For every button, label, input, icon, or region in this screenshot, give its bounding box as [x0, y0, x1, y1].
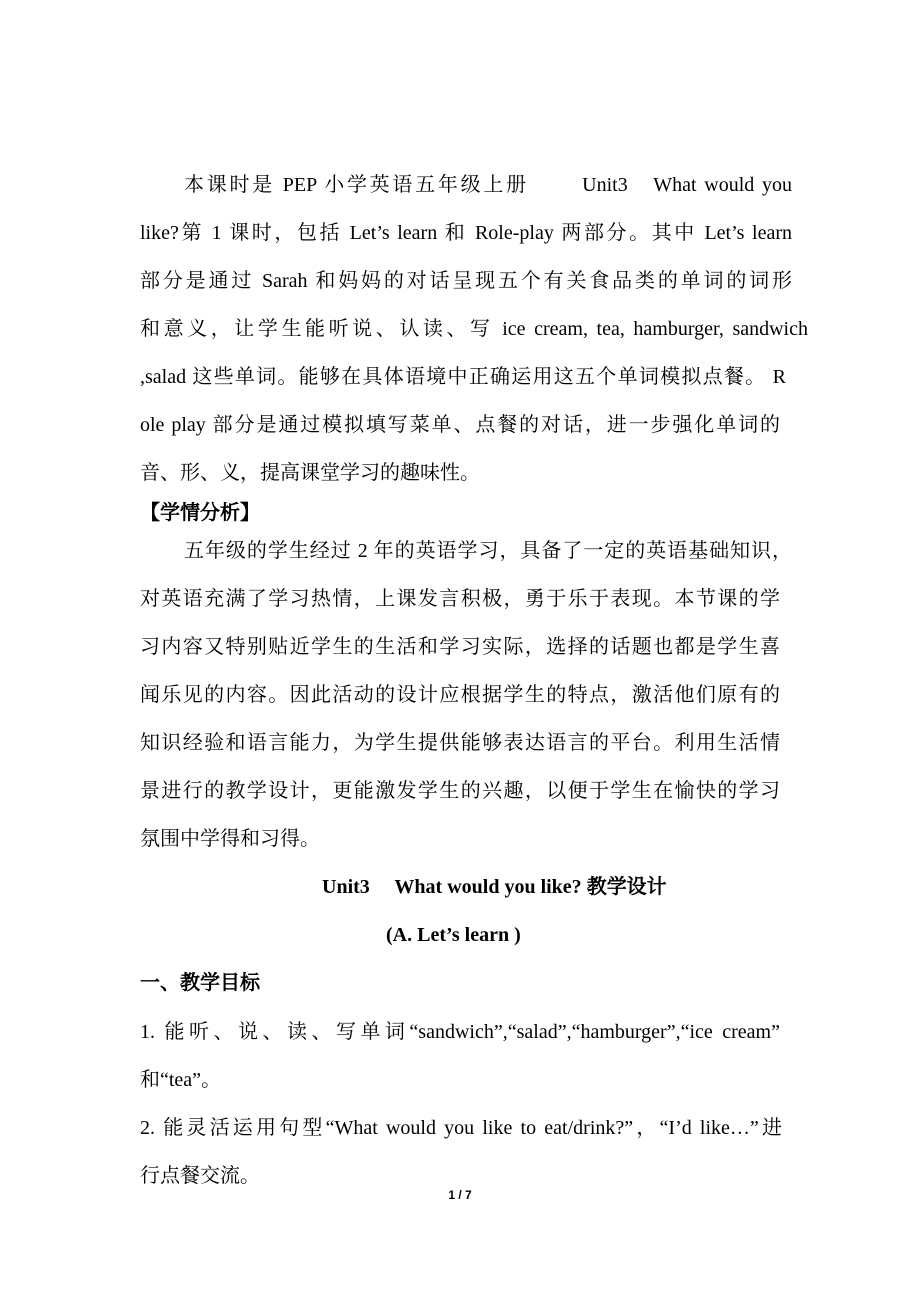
analysis-line-5: 知识经验和语言能力，为学生提供能够表达语言的平台。利用生活情 [140, 732, 780, 754]
design-subtitle: (A. Let’s learn ) [386, 924, 521, 946]
analysis-line-2: 对英语充满了学习热情，上课发言积极，勇于乐于表现。本节课的学 [140, 588, 780, 610]
intro-line-3: 部分是通过 Sarah 和妈妈的对话呈现五个有关食品类的单词的词形 [140, 270, 792, 292]
analysis-line-3: 习内容又特别贴近学生的生活和学习实际，选择的话题也都是学生喜 [140, 636, 780, 658]
objective-line-4: 行点餐交流。 [140, 1165, 260, 1187]
analysis-line-6: 景进行的教学设计，更能激发学生的兴趣，以便于学生在愉快的学习 [140, 780, 780, 802]
objectives-heading: 一、教学目标 [140, 972, 260, 994]
analysis-heading: 【学情分析】 [140, 502, 260, 524]
intro-line-2: like?第 1 课时，包括 Let’s learn 和 Role-play 两部分。其中 Let’s learn [140, 222, 792, 244]
objective-line-1: 1. 能听、说、读、写单词“sandwich”,“salad”,“hamburger”,“ice cream” [140, 1021, 780, 1043]
intro-line-1: 本课时是 PEP 小学英语五年级上册 Unit3 What would you [184, 174, 792, 196]
analysis-line-1: 五年级的学生经过 2 年的英语学习，具备了一定的英语基础知识， [184, 540, 792, 562]
objective-line-3: 2. 能灵活运用句型“What would you like to eat/drink?”，“I’d like…”进 [140, 1117, 782, 1139]
intro-line-6: ole play 部分是通过模拟填写菜单、点餐的对话，进一步强化单词的 [140, 414, 780, 436]
intro-line-7: 音、形、义，提高课堂学习的趣味性。 [140, 462, 480, 484]
page-number: 1 / 7 [448, 1188, 472, 1202]
design-title: Unit3 What would you like? 教学设计 [322, 876, 667, 898]
objective-line-2: 和“tea”。 [140, 1069, 222, 1091]
intro-line-5: ,salad 这些单词。能够在具体语境中正确运用这五个单词模拟点餐。 R [140, 366, 786, 388]
intro-line-4: 和意义，让学生能听说、认读、写 ice cream, tea, hamburger, sandwich [140, 318, 808, 340]
analysis-line-4: 闻乐见的内容。因此活动的设计应根据学生的特点，激活他们原有的 [140, 684, 780, 706]
analysis-line-7: 氛围中学得和习得。 [140, 828, 320, 850]
